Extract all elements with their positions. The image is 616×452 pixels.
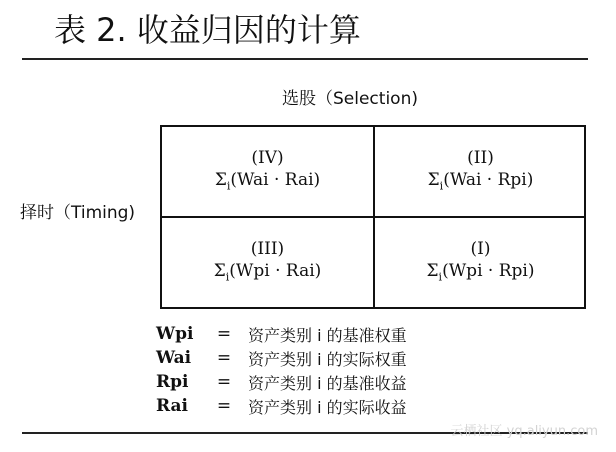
watermark: 云栖社区 yq.aliyun.com xyxy=(450,424,598,439)
legend-equals: = xyxy=(216,372,232,392)
attribution-grid xyxy=(160,125,586,309)
cell-ii xyxy=(375,127,586,217)
legend-equals: = xyxy=(216,324,232,344)
legend-item xyxy=(156,322,407,346)
legend-term: Wpi xyxy=(156,324,194,344)
legend xyxy=(156,322,407,418)
legend-term: Rpi xyxy=(156,372,189,392)
legend-definition: 资产类别 i 的实际权重 xyxy=(248,349,407,369)
cell-formula: $\Sigma_i(Wai \cdot Rpi)$ xyxy=(427,169,534,193)
selection-axis-label: 选股（Selection) xyxy=(282,89,418,109)
cell-number: (I) xyxy=(470,238,491,259)
table-title: 表 2. 收益归因的计算 xyxy=(54,11,361,49)
cell-number: (III) xyxy=(250,238,285,259)
legend-definition: 资产类别 i 的基准权重 xyxy=(248,325,407,345)
cell-iii xyxy=(162,218,373,308)
legend-term: Rai xyxy=(156,396,188,416)
legend-term: Wai xyxy=(156,348,192,368)
cell-iv xyxy=(162,127,373,217)
legend-item xyxy=(156,370,407,394)
legend-definition: 资产类别 i 的基准收益 xyxy=(248,373,407,393)
legend-definition: 资产类别 i 的实际收益 xyxy=(248,397,407,417)
legend-equals: = xyxy=(216,348,232,368)
legend-item xyxy=(156,394,407,418)
legend-equals: = xyxy=(216,396,232,416)
cell-formula: $\Sigma_i(Wai \cdot Rai)$ xyxy=(214,169,321,193)
top-rule xyxy=(22,58,588,60)
timing-axis-label: 择时（Timing) xyxy=(20,203,136,223)
cell-formula: $\Sigma_i(Wpi \cdot Rai)$ xyxy=(213,260,322,284)
cell-number: (II) xyxy=(467,147,494,168)
legend-item xyxy=(156,346,407,370)
cell-formula: $\Sigma_i(Wpi \cdot Rpi)$ xyxy=(426,260,535,284)
cell-number: (IV) xyxy=(251,147,284,168)
cell-i xyxy=(375,218,586,308)
